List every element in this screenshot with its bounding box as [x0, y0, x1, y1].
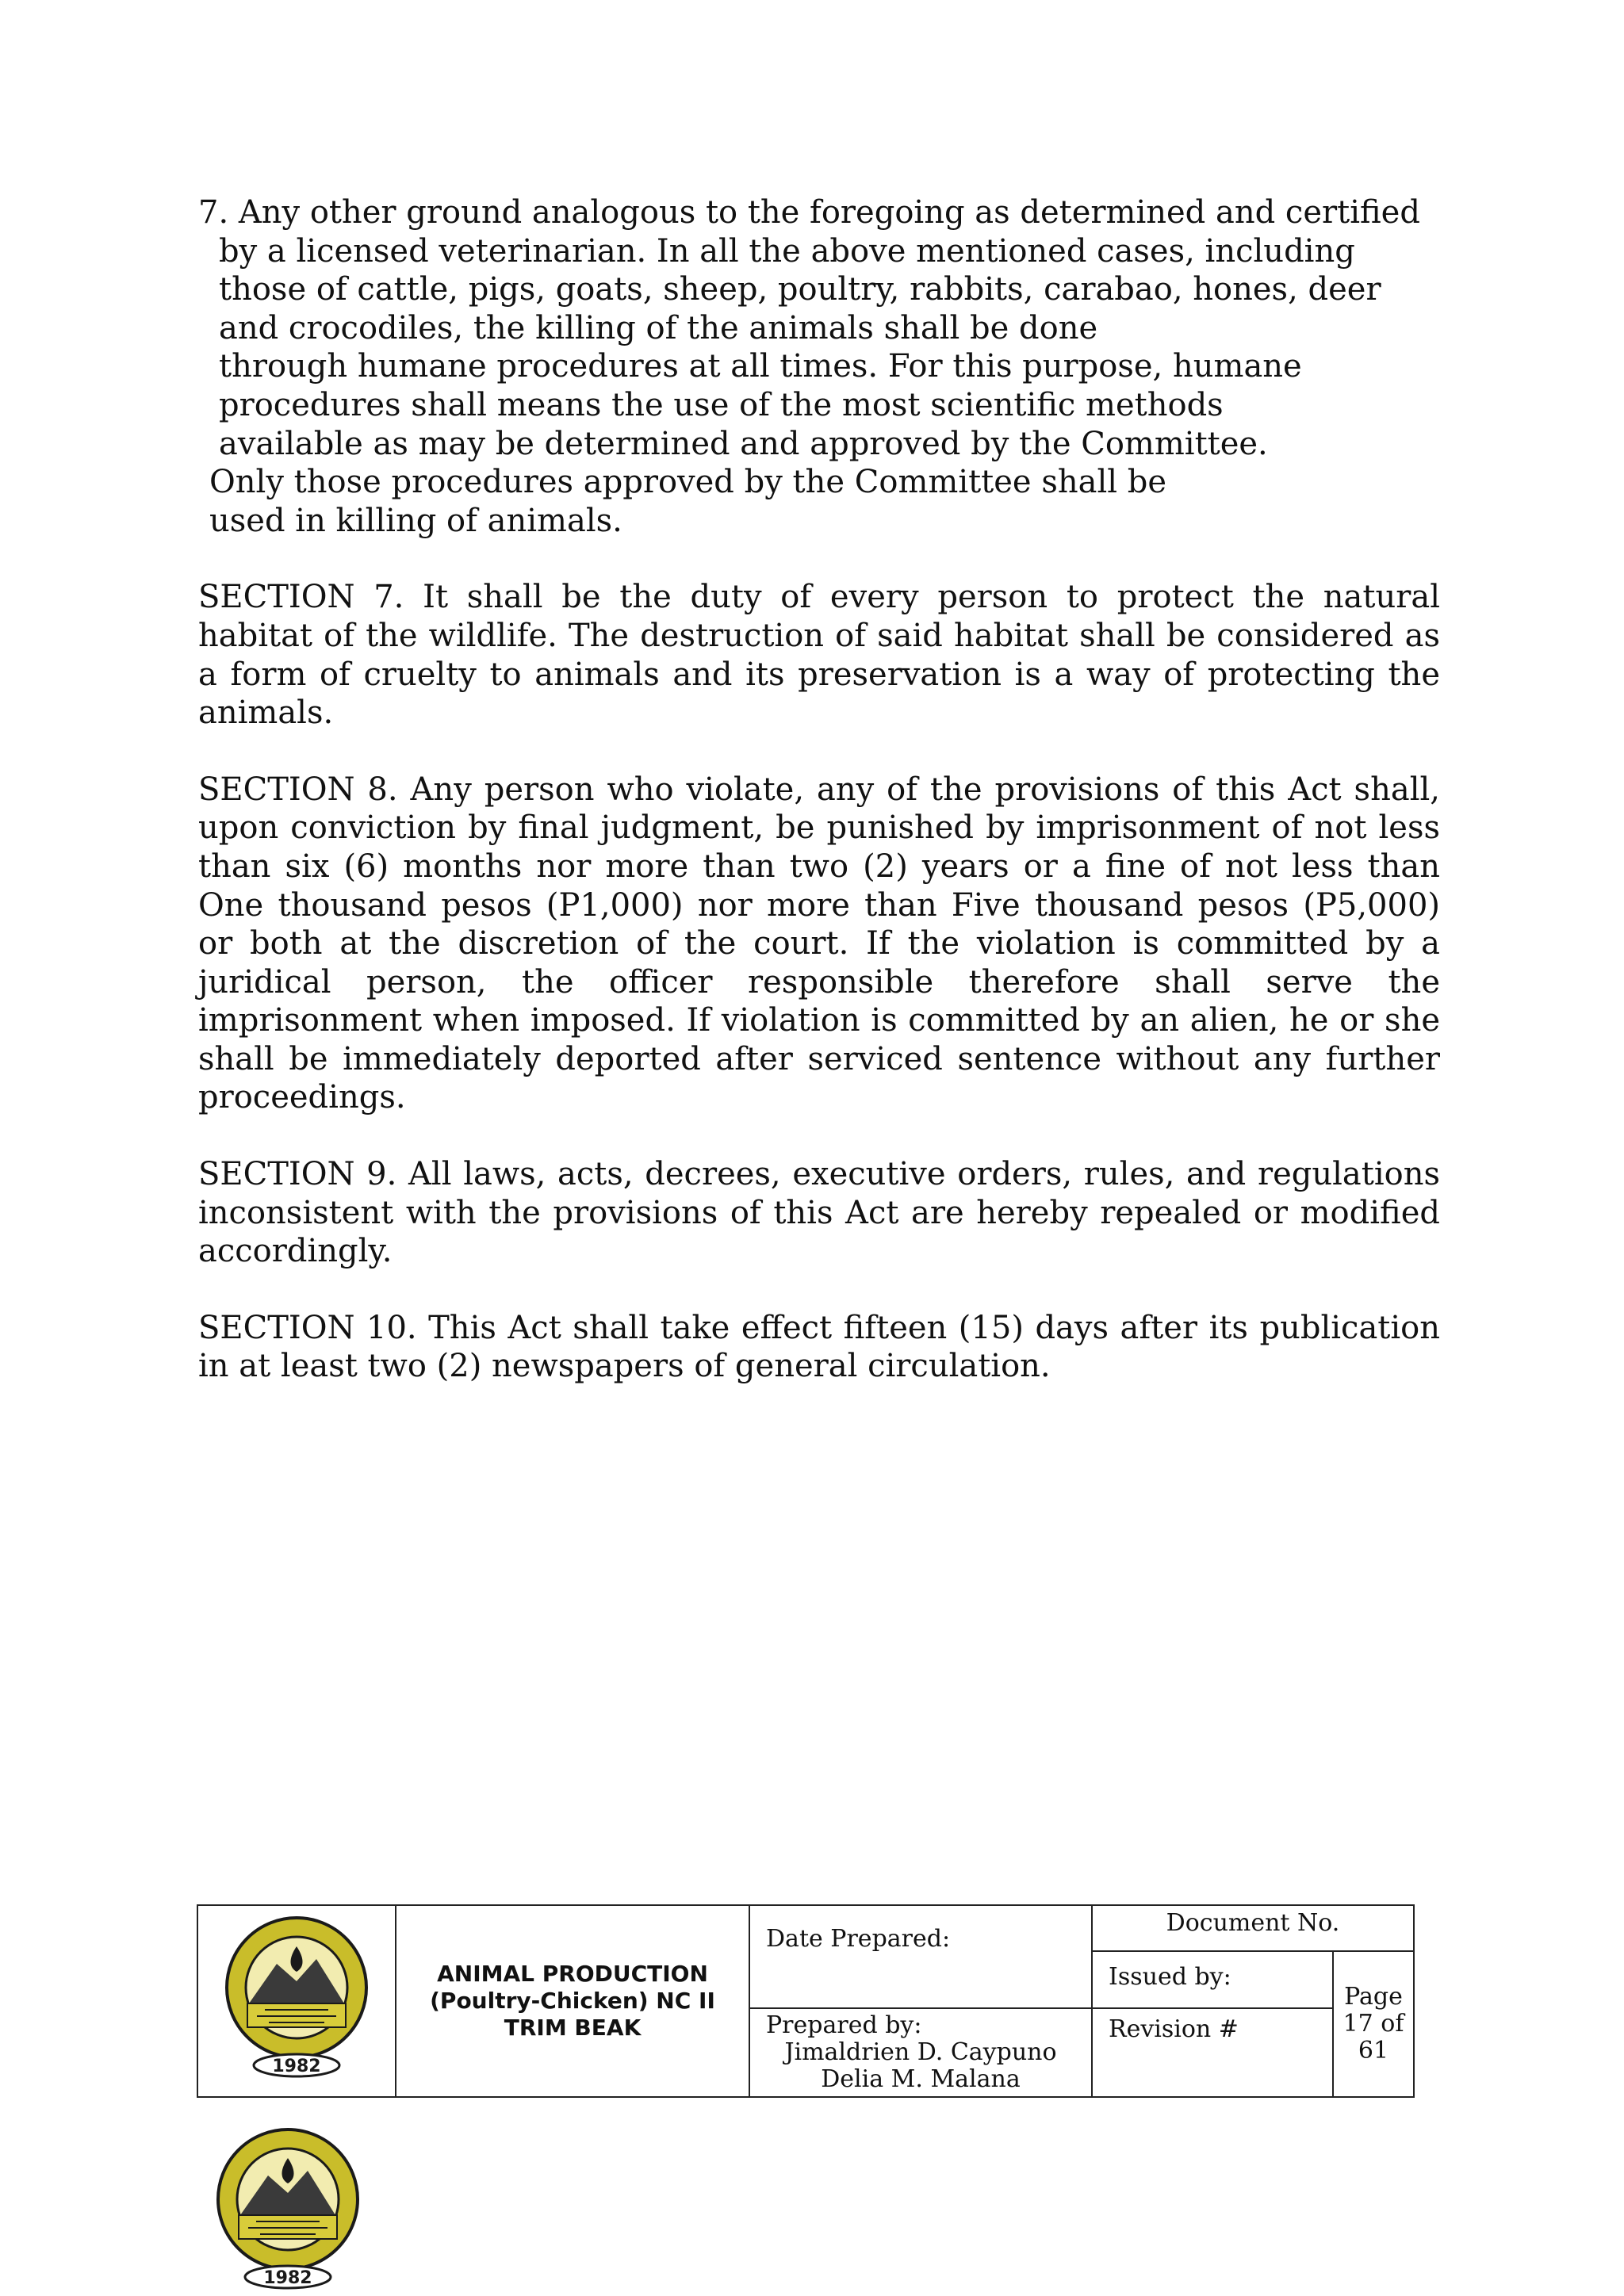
footer-title-line3: TRIM BEAK [504, 2015, 642, 2041]
section-8-paragraph: SECTION 8. Any person who violate, any of the provisions of this Act shall, upon conviction by final judgment, be punished by imprisonment of not less than six (6) months nor more than two (2) years or a fine of not less than One thousand pesos (P1,000) nor more than Five thousand pesos (P5,000) or both at the discretion of the court. If the violation is committed by a juridical person, the officer responsible therefore shall serve the imprisonment when imposed. If violation is committed by an alien, he or she shall be immediately deported after serviced sentence without any further proceedings. [198, 771, 1440, 1116]
footer-title-cell [396, 1905, 749, 2097]
footer-logo-cell [197, 1905, 396, 2097]
item7-line: by a licensed veterinarian. In all the above mentioned cases, including [219, 232, 1355, 270]
footer-issued-by: Issued by: [1092, 1951, 1333, 2008]
footer-page-number: Page 17 of 61 [1333, 1951, 1414, 2097]
school-seal-icon [221, 1915, 372, 2081]
item7-line: Only those procedures approved by the Committee shall be [209, 464, 1167, 501]
section-10-paragraph: SECTION 10. This Act shall take effect fifteen (15) days after its publication in at least two (2) newspapers of general circulation. [198, 1309, 1440, 1385]
item7-line: procedures shall means the use of the most scientific methods [219, 386, 1224, 423]
item7-line: those of cattle, pigs, goats, sheep, poultry, rabbits, carabao, hones, deer [219, 271, 1381, 308]
footer-preparer-1: Jimaldrien D. Caypuno [784, 2038, 1057, 2066]
seal-year: 1982 [272, 2057, 321, 2076]
document-footer-table [197, 1904, 1415, 2098]
list-item-7 [198, 193, 1440, 540]
item7-line: 7. Any other ground analogous to the foregoing as determined and certified [198, 194, 1420, 231]
footer-title-line2: (Poultry-Chicken) NC II [430, 1988, 715, 2014]
footer-preparer-2: Delia M. Malana [821, 2065, 1021, 2093]
footer-prepared-by-cell [749, 2008, 1092, 2097]
bottom-seal [213, 2126, 363, 2296]
footer-revision: Revision # [1092, 2008, 1333, 2097]
footer-date-prepared: Date Prepared: [749, 1905, 1092, 2008]
item7-line: through humane procedures at all times. For this purpose, humane [219, 348, 1302, 385]
footer-document-no: Document No. [1092, 1905, 1414, 1951]
footer-title-line1: ANIMAL PRODUCTION [437, 1961, 708, 1987]
footer-prepared-by-label: Prepared by: [766, 2011, 922, 2039]
seal-year: 1982 [263, 2268, 312, 2288]
document-body [198, 193, 1440, 1424]
section-9-paragraph: SECTION 9. All laws, acts, decrees, executive orders, rules, and regulations inconsistent with the provisions of this Act are hereby repealed or modified accordingly. [198, 1156, 1440, 1270]
item7-line: available as may be determined and approved by the Committee. [219, 425, 1268, 462]
school-seal-icon [213, 2126, 363, 2293]
section-7-paragraph: SECTION 7. It shall be the duty of every person to protect the natural habitat of the wildlife. The destruction of said habitat shall be considered as a form of cruelty to animals and its preservation is a way of protecting the animals. [198, 579, 1440, 732]
item7-line: and crocodiles, the killing of the animals shall be done [219, 309, 1098, 346]
item7-line: used in killing of animals. [209, 502, 622, 539]
